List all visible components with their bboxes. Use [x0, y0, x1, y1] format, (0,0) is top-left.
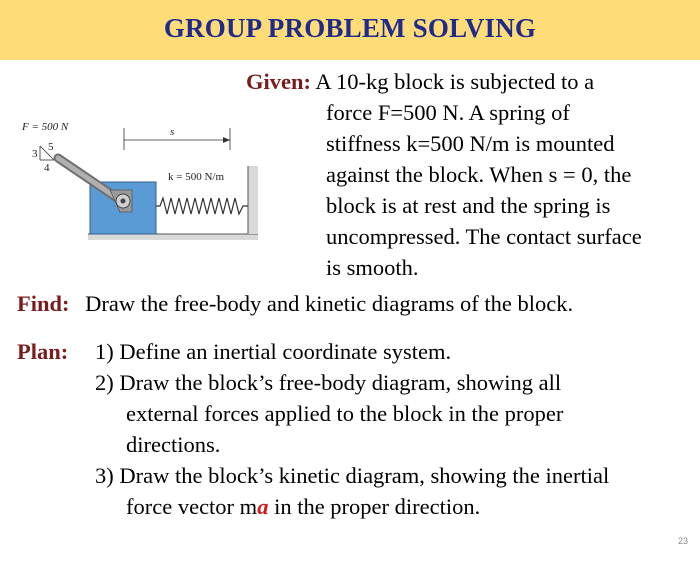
problem-figure	[20, 110, 270, 250]
plan-label-row	[17, 336, 68, 367]
wall	[248, 166, 258, 234]
step-3-line-2-pre: force vector m	[126, 494, 258, 519]
given-line-4: against the block. When s = 0, the	[326, 162, 632, 187]
given-line-6: uncompressed. The contact surface	[326, 224, 642, 249]
s-label: s	[170, 126, 175, 138]
plan-label: Plan:	[17, 339, 69, 364]
given-line-3: stiffness k=500 N/m is mounted	[326, 131, 615, 156]
slope-label-3: 3	[32, 148, 38, 160]
given-line-5: block is at rest and the spring is	[326, 193, 611, 218]
step-1-number: 1)	[95, 339, 114, 364]
step-3-line-2	[126, 491, 696, 522]
slope-label-5: 5	[48, 141, 54, 153]
ground	[88, 234, 258, 240]
given-line-7: is smooth.	[326, 255, 419, 280]
plan-step-3	[95, 460, 695, 491]
plan-step-2	[95, 367, 695, 398]
step-2-number: 2)	[95, 370, 114, 395]
force-label: F = 500 N	[22, 121, 69, 133]
find-text: Draw the free-body and kinetic diagrams of the block.	[85, 291, 574, 316]
step-3-line-1: Draw the block’s kinetic diagram, showing the inertial	[119, 463, 610, 488]
step-3-number: 3)	[95, 463, 114, 488]
given-label: Given:	[246, 69, 311, 94]
page-number: 23	[677, 536, 688, 546]
slope-label-4: 4	[44, 162, 50, 174]
displacement-dimension	[124, 128, 230, 150]
step-3-line-2-post: in the proper direction.	[268, 494, 481, 519]
plan-step-1	[95, 336, 695, 367]
spring	[156, 198, 248, 214]
step-2-line-3: directions.	[126, 432, 221, 457]
title-banner	[0, 0, 700, 60]
given-line-1: A 10-kg block is subjected to a	[315, 69, 595, 94]
find-label: Find:	[17, 291, 70, 316]
given-line-2: force F=500 N. A spring of	[326, 100, 570, 125]
find-row	[17, 288, 697, 319]
given-first-line	[246, 66, 696, 97]
slide-title: GROUP PROBLEM SOLVING	[163, 13, 537, 43]
spring-label: k = 500 N/m	[168, 171, 225, 183]
vector-a-symbol: a	[257, 494, 269, 519]
step-2-line-2: external forces applied to the block in the proper	[126, 401, 564, 426]
step-2-line-1: Draw the block’s free-body diagram, showing all	[119, 370, 562, 395]
step-1-text: Define an inertial coordinate system.	[119, 339, 452, 364]
